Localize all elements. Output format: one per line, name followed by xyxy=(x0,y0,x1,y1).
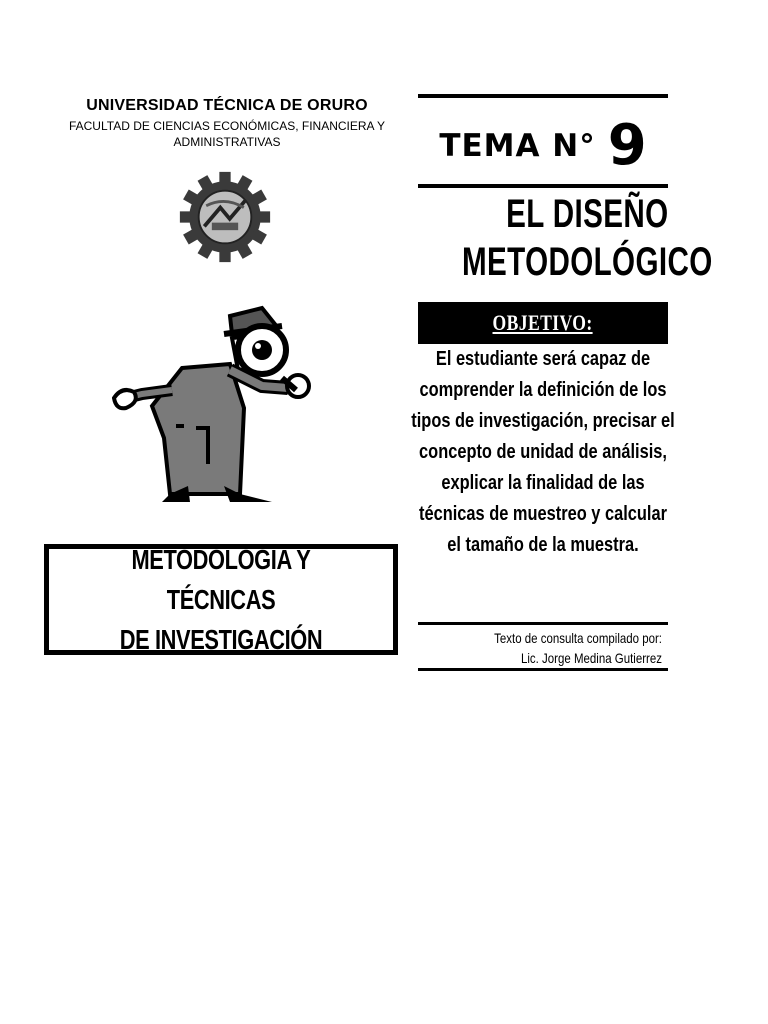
credit-line-2: Lic. Jorge Medina Gutierrez xyxy=(520,650,662,666)
credit-line-1: Texto de consulta compilado por: xyxy=(494,630,662,646)
tema-number: 9 xyxy=(607,113,647,178)
course-title: METODOLOGÍA Y TÉCNICAS DE INVESTIGACIÓN xyxy=(119,543,323,655)
objective-text: El estudiante será capaz de comprender la definición de los tipos de investigación, precisar el concepto de unidad de análisis, explicar la finalidad de las técnicas de muestreo y calcular el tamaño de la muestra. xyxy=(411,348,675,556)
detective-magnifier-icon xyxy=(112,298,322,508)
topic-heading xyxy=(418,190,713,286)
credit-top-rule xyxy=(418,622,668,625)
university-name: UNIVERSIDAD TÉCNICA DE ORURO xyxy=(86,97,368,114)
university-header xyxy=(40,96,414,150)
tema-label: TEMA N° xyxy=(439,128,596,164)
objective-bar xyxy=(418,302,668,344)
credit-bottom-rule xyxy=(418,668,668,671)
tema-heading xyxy=(418,108,668,184)
top-rule xyxy=(418,94,668,98)
gear-seal-icon xyxy=(178,170,272,264)
topic-title: EL DISEÑO METODOLÓGICO xyxy=(462,192,713,284)
tema-rule xyxy=(418,184,668,188)
objective-text-block xyxy=(410,344,676,561)
objective-label: OBJETIVO: xyxy=(492,310,594,335)
credit-block xyxy=(418,628,662,668)
course-title-box xyxy=(44,544,398,655)
faculty-name: FACULTAD DE CIENCIAS ECONÓMICAS, FINANCIERA Y ADMINISTRATIVAS xyxy=(68,119,386,149)
